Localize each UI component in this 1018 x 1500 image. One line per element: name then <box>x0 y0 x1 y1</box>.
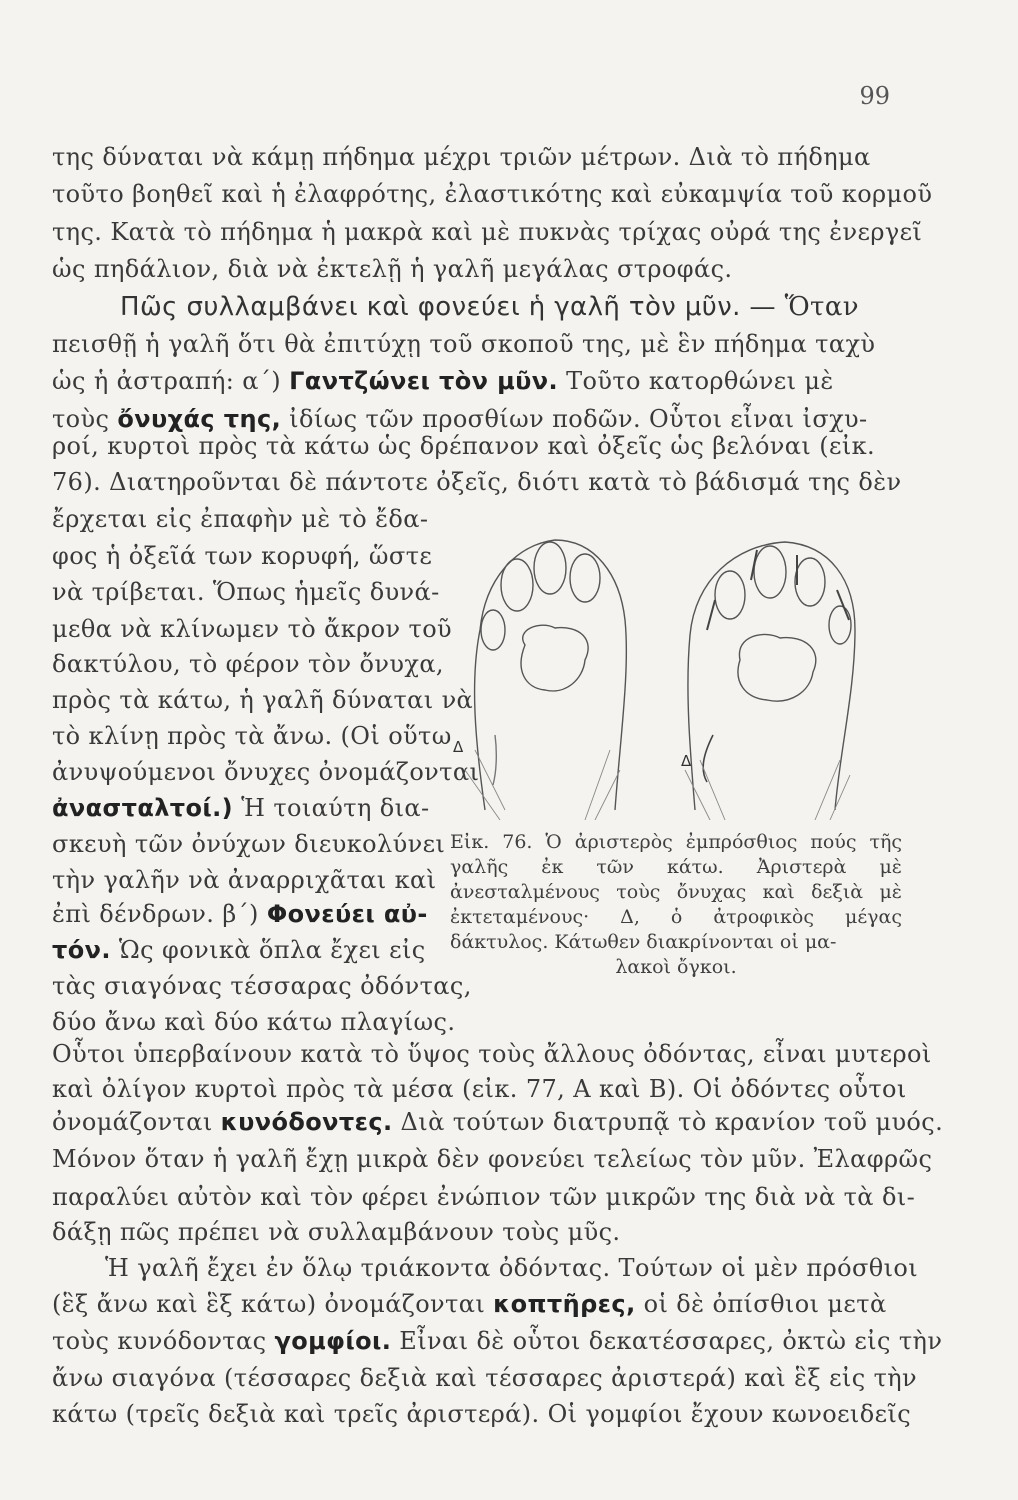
section-heading: Πῶς συλλαμβάνει καὶ φονεύει ἡ γαλῆ τὸν μῦν. <box>120 292 741 322</box>
body-line: φος ἡ ὀξεῖά των κορυφή, ὥστε <box>52 542 433 570</box>
body-line: σκευὴ τῶν ὀνύχων διευκολύνει <box>52 830 446 858</box>
body-line: τὴν γαλῆν νὰ ἀναρριχᾶται καὶ <box>52 866 437 894</box>
caption-last-line: λακοὶ ὄγκοι. <box>615 956 737 978</box>
body-line <box>52 936 426 964</box>
text-run: Διὰ τούτων διατρυπᾷ τὸ κρανίον τοῦ μυός. <box>392 1108 944 1136</box>
keyword-onychas: ὄνυχάς της, <box>117 405 282 433</box>
label-delta-right: Δ <box>681 752 692 770</box>
text-run: Ἡ τοιαύτη δια- <box>233 794 430 822</box>
text-run: Ὡς φονικὰ ὅπλα ἔχει εἰς <box>110 936 426 964</box>
body-line: ἄνω σιαγόνα (τέσσαρες δεξιὰ καὶ τέσσαρες ἀριστερά) καὶ ἓξ εἰς τὴν <box>52 1364 918 1392</box>
body-line: Ἡ γαλῆ ἔχει ἐν ὅλῳ τριάκοντα ὀδόντας. Τούτων οἱ μὲν πρόσθιοι <box>105 1254 919 1282</box>
body-line: της. Κατὰ τὸ πήδημα ἡ μακρὰ καὶ μὲ πυκνὰς τρίχας οὐρά της ἐνεργεῖ <box>52 218 923 246</box>
text-run: ἐπὶ δένδρων. β΄) <box>52 900 267 928</box>
body-line: δακτύλου, τὸ φέρον τὸν ὄνυχα, <box>52 650 444 678</box>
keyword-koptires: κοπτῆρες, <box>493 1290 636 1318</box>
figure-cat-paws <box>445 520 905 820</box>
body-line: ὡς πηδάλιον, διὰ νὰ ἐκτελῇ ἡ γαλῆ μεγάλας στροφάς. <box>52 255 733 283</box>
body-line: πρὸς τὰ κάτω, ἡ γαλῆ δύναται νὰ <box>52 686 474 714</box>
body-line: μεθα νὰ κλίνωμεν τὸ ἄκρον τοῦ <box>52 615 453 643</box>
keyword-anastaltoi: ἀνασταλτοί.) <box>52 794 234 822</box>
body-line: ροί, κυρτοὶ πρὸς τὰ κάτω ὡς δρέπανον καὶ ὀξεῖς ὡς βελόναι (εἰκ. <box>52 432 876 460</box>
body-line: τὸ κλίνῃ πρὸς τὰ ἄνω. (Οἱ οὕτω <box>52 722 452 750</box>
body-line: δύο ἄνω καὶ δύο κάτω πλαγίως. <box>52 1008 456 1036</box>
body-line: Μόνον ὅταν ἡ γαλῆ ἔχῃ μικρὰ δὲν φονεύει τελείως τὸν μῦν. Ἐλαφρῶς <box>52 1145 933 1173</box>
body-line: παραλύει αὐτὸν καὶ τὸν φέρει ἐνώπιον τῶν μικρῶν της διὰ νὰ τὰ δι- <box>52 1183 916 1211</box>
body-line <box>52 405 868 433</box>
page-number: 99 <box>859 82 890 110</box>
section-heading-line <box>120 292 859 322</box>
body-line: της δύναται νὰ κάμῃ πήδημα μέχρι τριῶν μέτρων. Διὰ τὸ πήδημα <box>52 143 871 171</box>
body-line: κάτω (τρεῖς δεξιὰ καὶ τρεῖς ἀριστερά). Οἱ γομφίοι ἔχουν κωνοειδεῖς <box>52 1400 912 1428</box>
text-run: οἱ δὲ ὀπίσθιοι μετὰ <box>635 1290 887 1318</box>
text-run: ὀνομάζονται <box>52 1108 221 1136</box>
body-line: νὰ τρίβεται. Ὅπως ἡμεῖς δυνά- <box>52 578 440 606</box>
body-line <box>52 367 834 395</box>
body-line: Οὗτοι ὑπερβαίνουν κατὰ τὸ ὕψος τοὺς ἄλλους ὀδόντας, εἶναι μυτεροὶ <box>52 1040 932 1068</box>
text-run: τοὺς <box>52 405 118 433</box>
body-line <box>52 900 428 928</box>
figure-caption <box>450 830 902 980</box>
text-run: ἰδίως τῶν προσθίων ποδῶν. Οὗτοι εἶναι ἰσχυ- <box>281 405 868 433</box>
body-line: καὶ ὀλίγον κυρτοὶ πρὸς τὰ μέσα (εἰκ. 77, Α καὶ Β). Οἱ ὀδόντες οὗτοι <box>52 1075 907 1103</box>
keyword-foneuei: Φονεύει αὐ- <box>266 900 428 928</box>
body-line <box>52 1327 942 1355</box>
body-line: τὰς σιαγόνας τέσσαρας ὀδόντας, <box>52 972 472 1000</box>
paw-illustration <box>445 520 905 820</box>
text-run: (ἓξ ἄνω καὶ ἓξ κάτω) ὀνομάζονται <box>52 1290 494 1318</box>
body-line: δάξῃ πῶς πρέπει νὰ συλλαμβάνουν τοὺς μῦς. <box>52 1218 621 1246</box>
keyword-gantzonei: Γαντζώνει τὸν μῦν. <box>289 367 559 395</box>
text-run: Εἶναι δὲ οὗτοι δεκατέσσαρες, ὀκτὼ εἰς τὴν <box>391 1327 943 1355</box>
caption-text: Εἰκ. 76. Ὁ ἀριστερὸς ἐμπρόσθιος πούς τῆς γαλῆς ἐκ τῶν κάτω. Ἀριστερὰ μὲ ἀνεσταλμένους τοὺς ὄνυχας καὶ δεξιὰ μὲ ἐκτεταμένους· Δ, ὁ ἀτροφικὸς μέγας δάκτυλος. Κάτωθεν διακρίνονται οἱ μα- <box>450 831 902 953</box>
body-line: τοῦτο βοηθεῖ καὶ ἡ ἐλαφρότης, ἐλαστικότης καὶ εὐκαμψία τοῦ κορμοῦ <box>52 180 933 208</box>
body-line <box>52 1108 943 1136</box>
keyword-kynodontes: κυνόδοντες. <box>220 1108 393 1136</box>
body-line: πεισθῇ ἡ γαλῆ ὅτι θὰ ἐπιτύχῃ τοῦ σκοποῦ της, μὲ ἓν πήδημα ταχὺ <box>52 330 876 358</box>
keyword-ton: τόν. <box>52 936 111 964</box>
body-line: ἀνυψούμενοι ὄνυχες ὀνομάζονται <box>52 758 480 786</box>
label-delta-left: Δ <box>453 738 464 756</box>
keyword-gomfioi: γομφίοι. <box>274 1327 392 1355</box>
text-run: τοὺς κυνόδοντας <box>52 1327 275 1355</box>
body-line: ἔρχεται εἰς ἐπαφὴν μὲ τὸ ἔδα- <box>52 505 429 533</box>
body-line: 76). Διατηροῦνται δὲ πάντοτε ὀξεῖς, διότι κατὰ τὸ βάδισμά της δὲν <box>52 468 902 496</box>
body-line <box>52 1290 887 1318</box>
text-run: ὡς ἡ ἀστραπή: α΄) <box>52 367 290 395</box>
text-run: Τοῦτο κατορθώνει μὲ <box>558 367 834 395</box>
body-line <box>52 794 430 822</box>
section-heading-tail: — Ὅταν <box>740 292 859 322</box>
